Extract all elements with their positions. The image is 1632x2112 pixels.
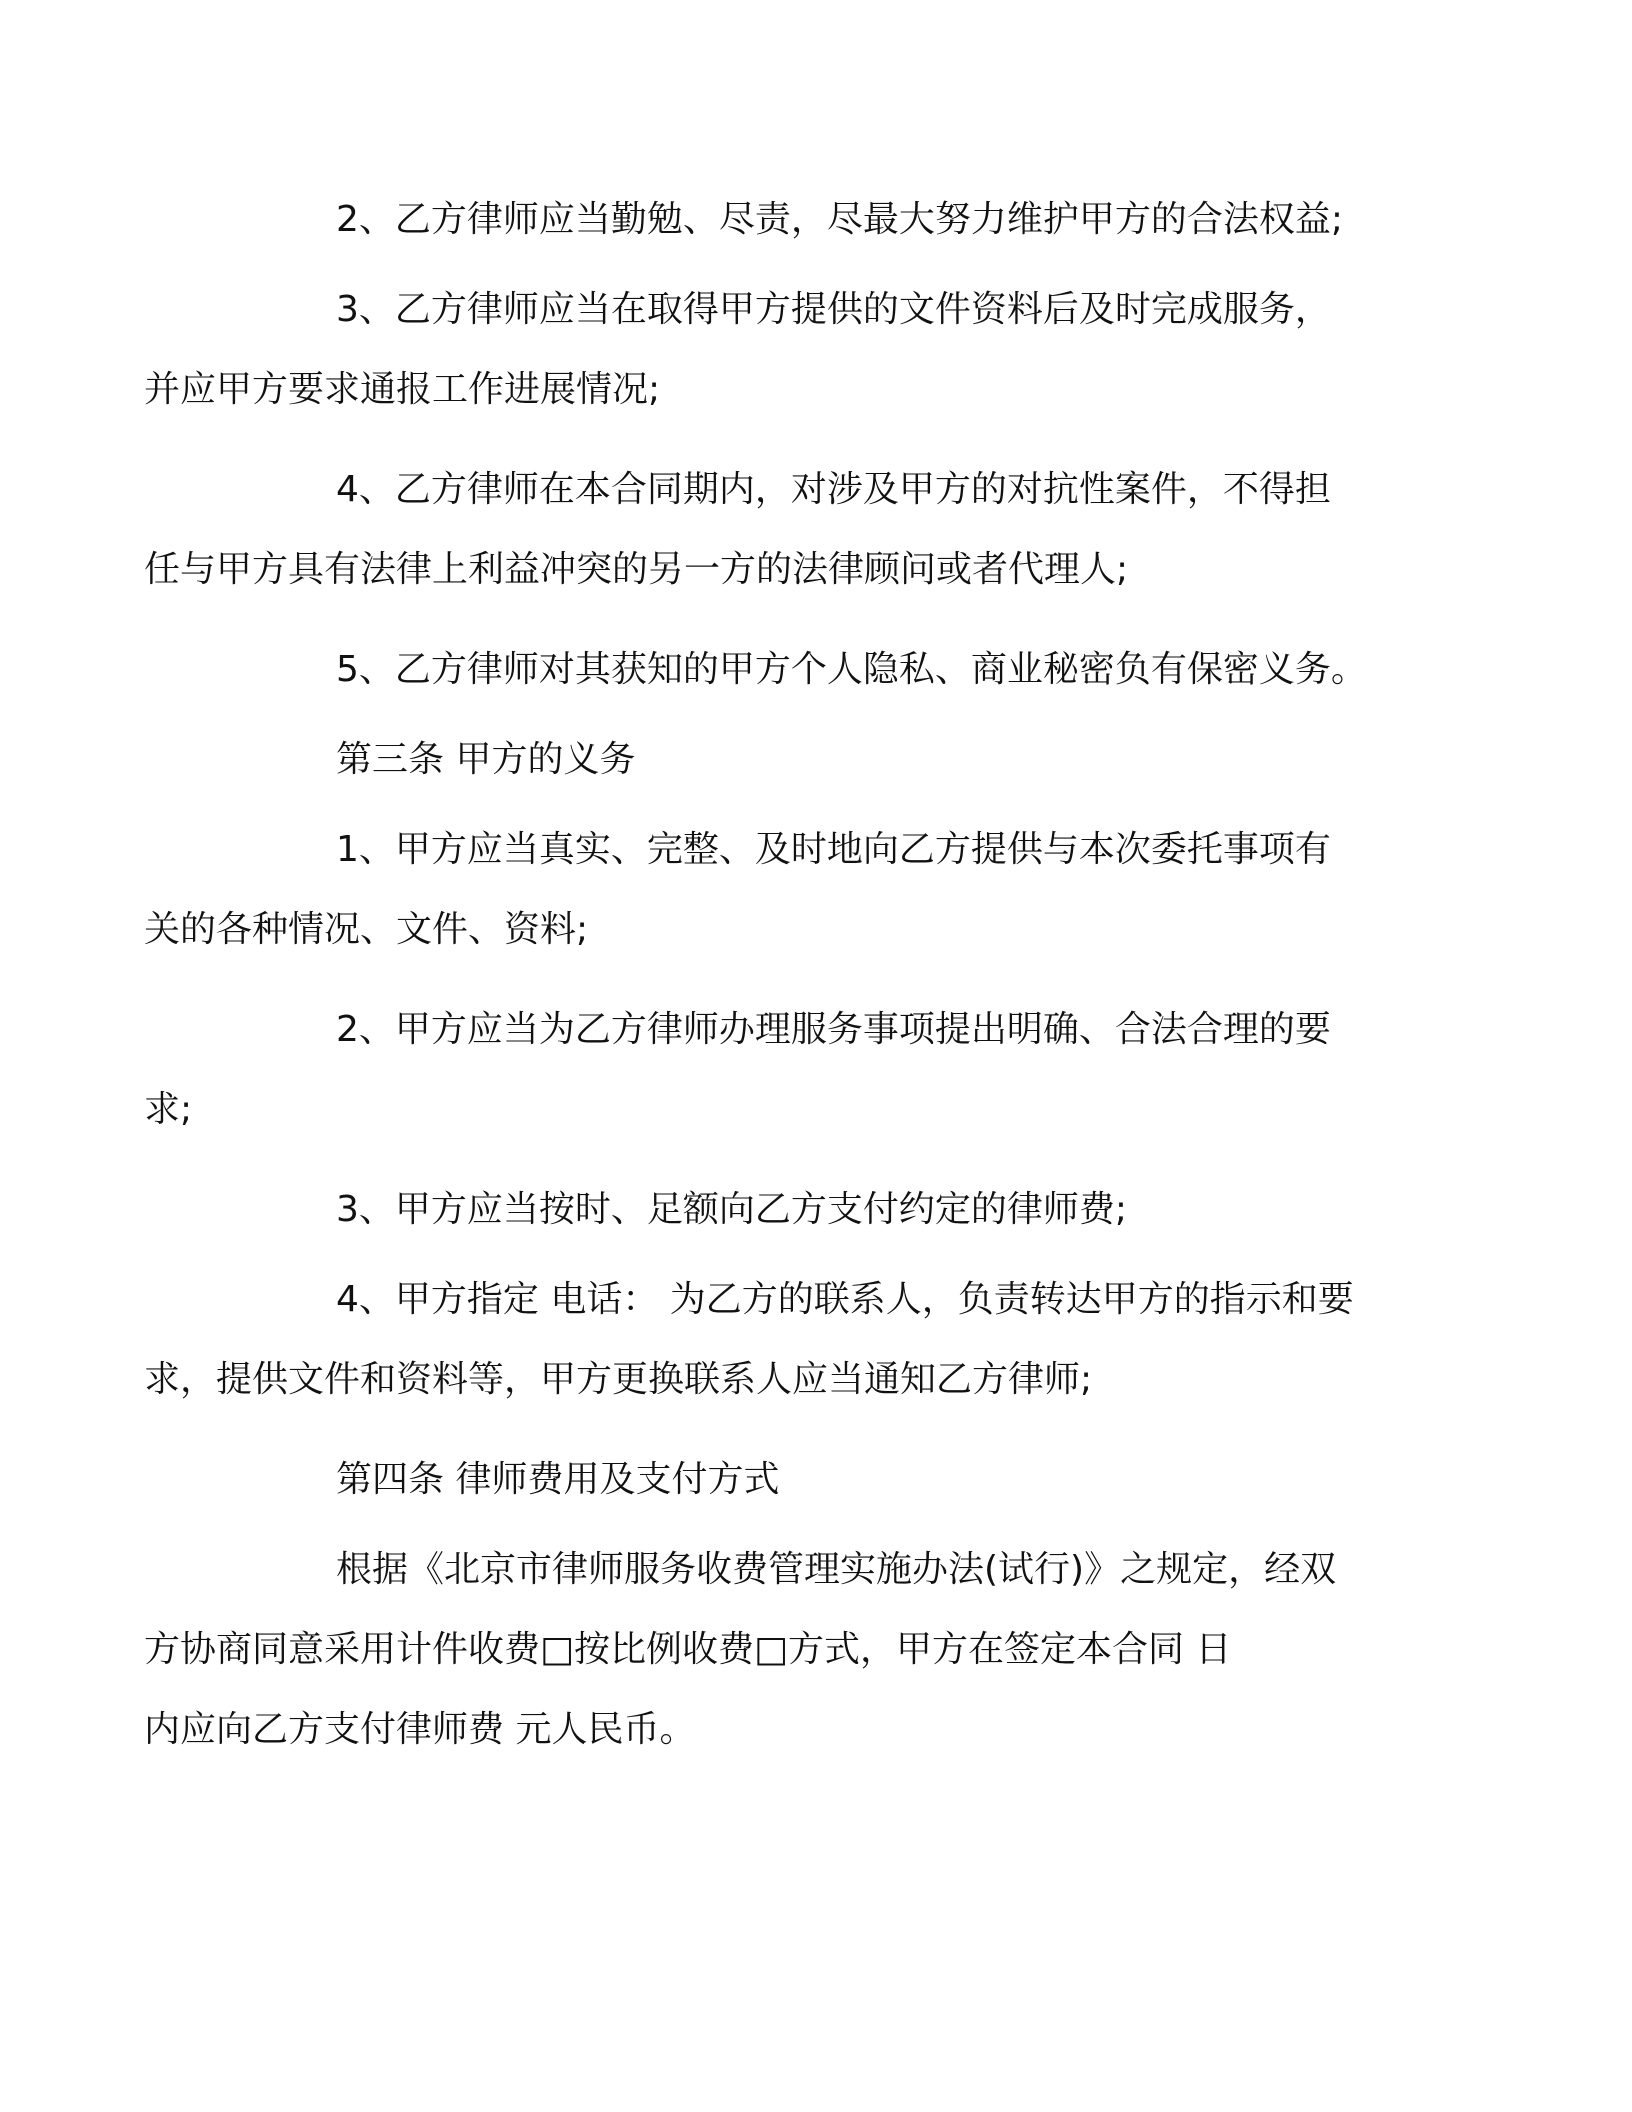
text-line: 3、甲方应当按时、足额向乙方支付约定的律师费; <box>336 1189 1128 1230</box>
text-line: 任与甲方具有法律上利益冲突的另一方的法律顾问或者代理人; <box>144 549 1129 590</box>
text-line: 2、甲方应当为乙方律师办理服务事项提出明确、合法合理的要 <box>336 1009 1331 1050</box>
text-line: 3、乙方律师应当在取得甲方提供的文件资料后及时完成服务， <box>336 289 1331 330</box>
text-line: 求，提供文件和资料等，甲方更换联系人应当通知乙方律师; <box>144 1359 1093 1400</box>
text-line: 关的各种情况、文件、资料; <box>144 909 589 950</box>
article-3-heading <box>240 720 635 800</box>
text-line: 2、乙方律师应当勤勉、尽责，尽最大努力维护甲方的合法权益; <box>336 199 1344 240</box>
clause-2-5 <box>240 630 1367 710</box>
text-line: 5、乙方律师对其获知的甲方个人隐私、商业秘密负有保密义务。 <box>336 649 1367 690</box>
clause-3-2 <box>144 990 1331 1150</box>
clause-3-3 <box>240 1170 1127 1250</box>
text-line: 4、甲方指定 电话： 为乙方的联系人，负责转达甲方的指示和要 <box>336 1279 1354 1320</box>
clause-3-1 <box>144 810 1331 970</box>
text-line: 并应甲方要求通报工作进展情况; <box>144 369 661 410</box>
article-4-body <box>144 1530 1337 1770</box>
section-heading: 第三条 甲方的义务 <box>336 739 636 780</box>
clause-2-1 <box>240 180 1343 260</box>
text-line: 1、甲方应当真实、完整、及时地向乙方提供与本次委托事项有 <box>336 829 1331 870</box>
section-heading: 第四条 律师费用及支付方式 <box>336 1459 780 1500</box>
text-line: 方协商同意采用计件收费□按比例收费□方式，甲方在签定本合同 日 <box>144 1629 1232 1670</box>
text-line: 求; <box>144 1089 193 1130</box>
article-4-heading <box>240 1440 779 1520</box>
text-line: 4、乙方律师在本合同期内，对涉及甲方的对抗性案件，不得担 <box>336 469 1331 510</box>
clause-2-4 <box>144 450 1331 610</box>
text-line: 内应向乙方支付律师费 元人民币。 <box>144 1709 696 1750</box>
clause-2-3 <box>144 270 1331 430</box>
clause-3-4 <box>144 1260 1354 1420</box>
text-line: 根据《北京市律师服务收费管理实施办法(试行)》之规定，经双 <box>336 1549 1337 1590</box>
